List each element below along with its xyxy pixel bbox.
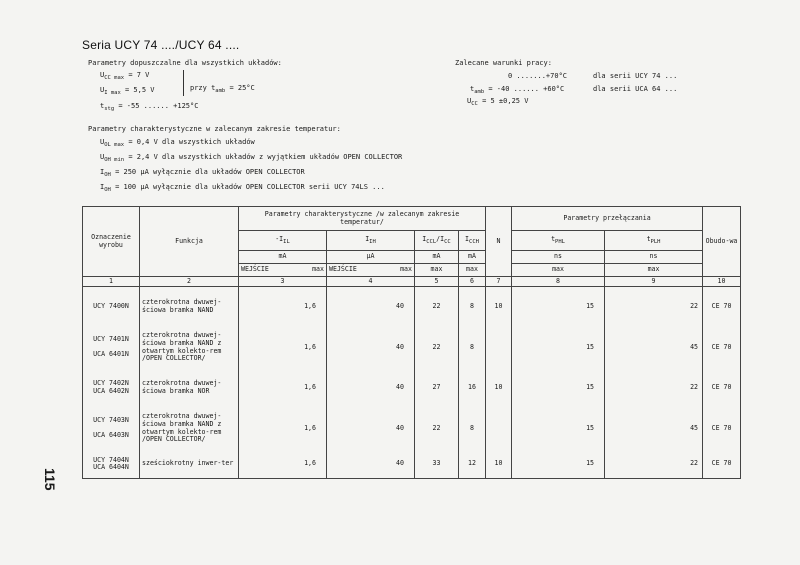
cell-icch: 8: [459, 407, 486, 451]
cell-function: czterokrotna dwuwej-ściowa bramka NOR: [140, 369, 239, 407]
cell-icc: 22: [415, 287, 459, 327]
cond-tphl: max: [512, 264, 605, 277]
unit-iil: mA: [239, 251, 327, 264]
cell-iil: 1,6: [239, 369, 327, 407]
char-line-uol: $U_{OL max} = 0,4$ V dla wszystkich układów: [100, 138, 255, 148]
cell-case: CE 70: [703, 407, 741, 451]
table-row: [83, 369, 741, 407]
condition-vcc: $U_{CC} = 5 \pm 0,25$ V: [467, 97, 529, 107]
cell-iih: 40: [327, 369, 415, 407]
cell-n: [486, 327, 512, 369]
cond-icch: max: [459, 264, 486, 277]
col-number: 2: [140, 277, 239, 287]
cell-iih: 40: [327, 451, 415, 479]
cell-icch: 12: [459, 451, 486, 479]
unit-iih: µA: [327, 251, 415, 264]
cell-case: CE 70: [703, 327, 741, 369]
cell-case: CE 70: [703, 369, 741, 407]
cell-n: [486, 407, 512, 451]
cell-icch: 8: [459, 287, 486, 327]
condition-range-1: 0 .......+70°C: [508, 72, 568, 80]
cell-iih: 40: [327, 287, 415, 327]
unit-icch: mA: [459, 251, 486, 264]
limit-tstg: $t_{stg} = -55$ ...... +125°C: [100, 102, 199, 112]
condition-tamb: $t_{amb} = -40$ ...... +60°C: [470, 85, 565, 95]
cell-function: sześciokrotny inwer-ter: [140, 451, 239, 479]
table-row: [83, 407, 741, 451]
cell-tphl: 15: [512, 451, 605, 479]
cond-icc: max: [415, 264, 459, 277]
cond-tplh: max: [605, 264, 703, 277]
parameters-table: [82, 206, 741, 479]
limit-vcc: $U_{CC max} = 7$ V: [100, 71, 150, 81]
conditions-heading: Zalecane warunki pracy:: [455, 59, 552, 67]
cell-icc: 33: [415, 451, 459, 479]
group-header-switching: Parametry przełączania: [512, 207, 703, 231]
cell-n: 10: [486, 451, 512, 479]
cell-iil: 1,6: [239, 451, 327, 479]
cell-tplh: 22: [605, 451, 703, 479]
cell-tphl: 15: [512, 327, 605, 369]
cell-icch: 16: [459, 369, 486, 407]
col-header-icc: $I_{CCL}/I_{CC}$: [415, 231, 459, 251]
cell-code: UCY 7404N UCA 6404N: [83, 451, 140, 479]
cell-tplh: 22: [605, 369, 703, 407]
limits-heading: Parametry dopuszczalne dla wszystkich układów:: [88, 59, 282, 67]
cell-case: CE 70: [703, 287, 741, 327]
unit-tplh: ns: [605, 251, 703, 264]
unit-tphl: ns: [512, 251, 605, 264]
col-header-icch: $I_{CCH}$: [459, 231, 486, 251]
cell-iih: 40: [327, 407, 415, 451]
cell-code: UCY 7400N: [83, 287, 140, 327]
cell-iih: 40: [327, 327, 415, 369]
cell-tphl: 15: [512, 407, 605, 451]
cell-code: UCY 7403N UCA 6403N: [83, 407, 140, 451]
cell-icch: 8: [459, 327, 486, 369]
cell-function: czterokrotna dwuwej-ściowa bramka NAND: [140, 287, 239, 327]
table-row: [83, 327, 741, 369]
limit-vi: $U_{I max} = 5,5$ V: [100, 86, 155, 96]
condition-series-1: dla serii UCY 74 ...: [593, 72, 678, 80]
cell-tphl: 15: [512, 287, 605, 327]
col-number: 9: [605, 277, 703, 287]
char-heading: Parametry charakterystyczne w zalecanym zakresie temperatur:: [88, 125, 341, 133]
col-number: 6: [459, 277, 486, 287]
table-row: [83, 451, 741, 479]
col-header-oznaczenie: Oznaczenie wyrobu: [83, 207, 140, 277]
cell-icc: 22: [415, 327, 459, 369]
char-line-ioh-100: $I_{OH} = 100$ µA wyłącznie dla układów OPEN COLLECTOR serii UCY 74LS ...: [100, 183, 385, 193]
cell-icc: 22: [415, 407, 459, 451]
col-header-n: N: [486, 207, 512, 277]
limit-tamb-note: przy $t_{amb} = 25^\circ C$: [190, 84, 255, 94]
cell-case: CE 70: [703, 451, 741, 479]
col-header-tplh: $t_{PLH}$: [605, 231, 703, 251]
cell-function: czterokrotna dwuwej-ściowa bramka NAND z otwartym kolekto-rem /OPEN COLLECTOR/: [140, 407, 239, 451]
cell-n: 10: [486, 287, 512, 327]
group-header-params: Parametry charakterystyczne /w zalecanym zakresie temperatur/: [239, 207, 486, 231]
brace-divider: [183, 70, 184, 96]
col-number: 3: [239, 277, 327, 287]
col-number: 4: [327, 277, 415, 287]
cell-tplh: 22: [605, 287, 703, 327]
col-header-iil: $-I_{IL}$: [239, 231, 327, 251]
page-number: 115: [42, 468, 58, 491]
char-line-uoh: $U_{OH min} = 2,4$ V dla wszystkich układów z wyjątkiem układów OPEN COLLECTOR: [100, 153, 403, 163]
col-header-funkcja: Funkcja: [140, 207, 239, 277]
cell-tplh: 45: [605, 407, 703, 451]
col-number: 1: [83, 277, 140, 287]
cell-iil: 1,6: [239, 287, 327, 327]
char-line-ioh-250: $I_{OH} = 250$ µA wyłącznie dla układów OPEN COLLECTOR: [100, 168, 305, 178]
cond-iil: WEJŚCIE max: [239, 264, 327, 277]
cell-tplh: 45: [605, 327, 703, 369]
cell-tphl: 15: [512, 369, 605, 407]
col-number: 8: [512, 277, 605, 287]
cell-iil: 1,6: [239, 407, 327, 451]
col-header-iih: $I_{IH}$: [327, 231, 415, 251]
cell-icc: 27: [415, 369, 459, 407]
page-title: Seria UCY 74 ..../UCY 64 ....: [82, 38, 240, 52]
col-header-tphl: $t_{PHL}$: [512, 231, 605, 251]
col-header-obudowa: Obudo-wa: [703, 207, 741, 277]
cell-code: UCY 7401N UCA 6401N: [83, 327, 140, 369]
cond-iih: WEJŚCIE max: [327, 264, 415, 277]
cell-iil: 1,6: [239, 327, 327, 369]
cell-function: czterokrotna dwuwej-ściowa bramka NAND z otwartym kolekto-rem /OPEN COLLECTOR/: [140, 327, 239, 369]
col-number: 10: [703, 277, 741, 287]
condition-series-2: dla serii UCA 64 ...: [593, 85, 678, 93]
unit-icc: mA: [415, 251, 459, 264]
cell-code: UCY 7402N UCA 6402N: [83, 369, 140, 407]
col-number: 7: [486, 277, 512, 287]
table-row: [83, 287, 741, 327]
col-number: 5: [415, 277, 459, 287]
cell-n: 10: [486, 369, 512, 407]
